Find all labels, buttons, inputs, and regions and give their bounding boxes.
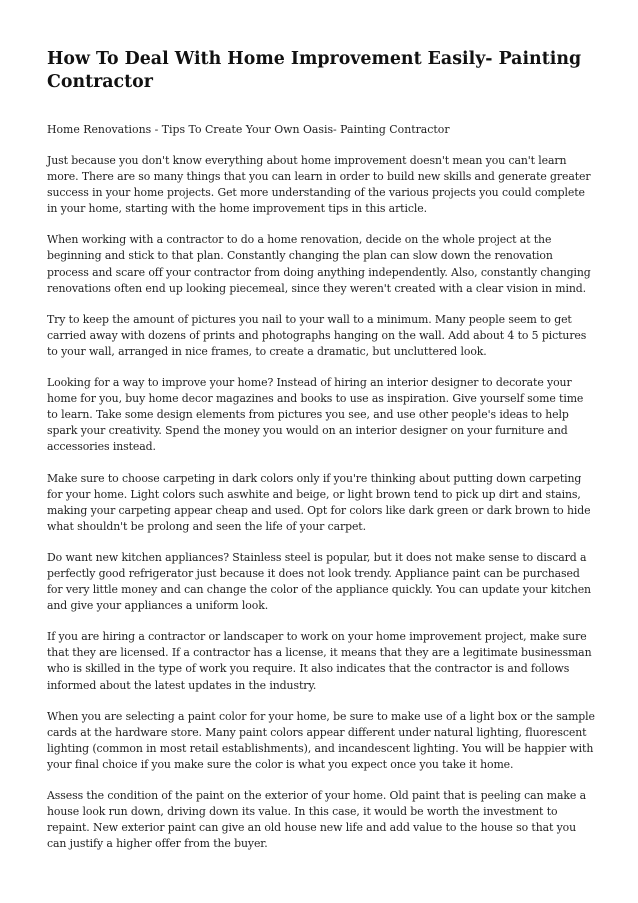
paragraph-2: When working with a contractor to do a home renovation, decide on the whole project at the beginning and stick to that plan. Constantly changing the plan can slow down the renovation process and scare off your contractor from doing anything independently. Also, constantly changing renovations often end up looking piecemeal, since they weren't created with a clear vision in mind. [47, 233, 591, 295]
paragraph-1: Just because you don't know everything about home improvement doesn't mean you can't learn more. There are so many things that you can learn in order to build new skills and generate greater success in your home projects. Get more understanding of the various projects you could complete in your home, starting with the home improvement tips in this article. [47, 154, 591, 216]
paragraph-3: Try to keep the amount of pictures you nail to your wall to a minimum. Many people seem to get carried away with dozens of prints and photographs hanging on the wall. Add about 4 to 5 pictures to your wall, arranged in nice frames, to create a dramatic, but uncluttered look. [47, 312, 587, 358]
paragraph-5: Make sure to choose carpeting in dark colors only if you're thinking about putting down carpeting for your home. Light colors such aswhite and beige, or light brown tend to pick up dirt and stains, making your carpeting appear cheap and used. Opt for colors like dark green or dark brown to hide what shouldn't be prolong and seen the life of your carpet. [47, 471, 591, 533]
paragraph-8: When you are selecting a paint color for your home, be sure to make use of a light box or the sample cards at the hardware store. Many paint colors appear different under natural lighting, fluorescent lighting (common in most retail establishments), and incandescent lighting. You will be happier with your final choice if you make sure the color is what you expect once you take it home. [47, 709, 595, 771]
document-subtitle: Home Renovations - Tips To Create Your Own Oasis- Painting Contractor [47, 123, 450, 136]
document-page [47, 48, 595, 867]
paragraph-9: Assess the condition of the paint on the exterior of your home. Old paint that is peeling can make a house look run down, driving down its value. In this case, it would be worth the investment to repaint. New exterior paint can give an old house new life and add value to the house so that you can justify a higher offer from the buyer. [47, 789, 587, 851]
paragraph-6: Do want new kitchen appliances? Stainless steel is popular, but it does not make sense to discard a perfectly good refrigerator just because it does not look trendy. Appliance paint can be purchased for very little money and can change the color of the appliance quickly. You can update your kitchen and give your appliances a uniform look. [47, 550, 591, 613]
paragraph-7: If you are hiring a contractor or landscaper to work on your home improvement project, make sure that they are licensed. If a contractor has a license, it means that they are a legitimate businessman who is skilled in the type of work you require. It also indicates that the contractor is and follows informed about the latest updates in the industry. [47, 630, 592, 692]
paragraph-4: Looking for a way to improve your home? Instead of hiring an interior designer to decorate your home for you, buy home decor magazines and books to use as inspiration. Give yourself some time to learn. Take some design elements from pictures you see, and use other people's ideas to help spark your creativity. Spend the money you would on an interior designer on your furniture and accessories instead. [47, 376, 584, 454]
document-title: How To Deal With Home Improvement Easily- Painting Contractor [47, 49, 582, 92]
